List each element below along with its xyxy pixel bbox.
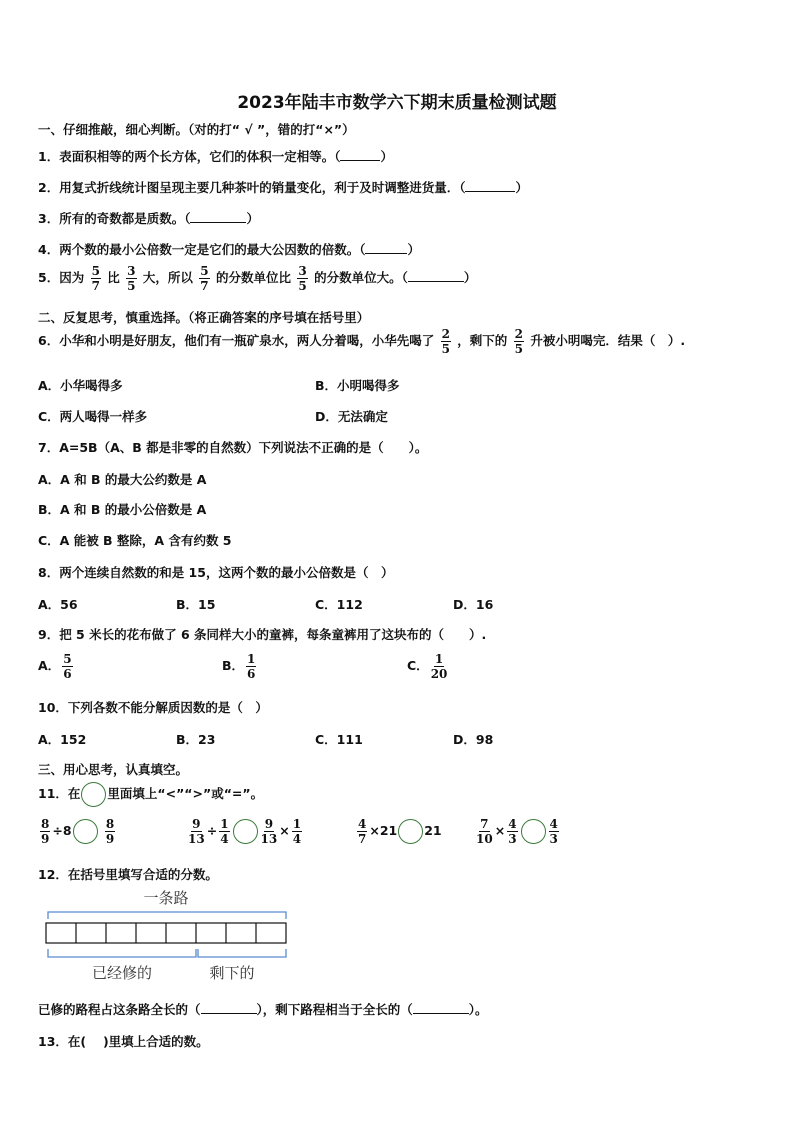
fraction: $\frac{5}{7}$	[91, 264, 100, 293]
question-1-text: 1．表面积相等的两个长方体，它们的体积一定相等。（	[38, 149, 341, 164]
answer-circle[interactable]	[521, 819, 546, 844]
section-2-heading: 二、反复思考，慎重选择。（将正确答案的序号填在括号里）	[38, 310, 370, 325]
option-b[interactable]: B． $\frac{1}{6}$	[222, 652, 256, 681]
answer-blank[interactable]	[413, 1001, 469, 1014]
fraction: $\frac{5}{6}$	[63, 652, 72, 681]
road-top-brace	[48, 912, 286, 919]
road-segment-ticks	[76, 923, 256, 943]
question-6: 6．小华和小明是好朋友，他们有一瓶矿泉水，两人分着喝，小华先喝了 $\frac{2}{5}$ ，剩下的 $\frac{2}{5}$ 升被小明喝完．结果（ ）.	[38, 327, 686, 356]
section-1-heading: 一、仔细推敲，细心判断。（对的打“ √ ”，错的打“×”）	[38, 122, 355, 137]
comparison-2: $\frac{9}{13}$ ÷ $\frac{1}{4}$ $\frac{9}{13}$ × $\frac{1}{4}$	[188, 817, 302, 846]
question-12: 12．在括号里填写合适的分数。	[38, 867, 218, 882]
page-title: 2023年陆丰市数学六下期末质量检测试题	[237, 93, 557, 113]
compare-circle-icon	[81, 782, 106, 807]
question-3: 3．所有的奇数都是质数。（ ）	[38, 211, 259, 226]
question-4: 4．两个数的最小公倍数一定是它们的最大公因数的倍数。（ ）	[38, 242, 420, 257]
answer-blank[interactable]	[340, 148, 380, 161]
option-b[interactable]: B．小明喝得多	[315, 378, 400, 393]
fraction: $\frac{2}{5}$	[514, 327, 524, 356]
road-label: 一条路	[143, 890, 189, 907]
option-d[interactable]: D．98	[453, 732, 494, 747]
option-c[interactable]: C．111	[315, 732, 363, 747]
repaired-label: 已经修的	[91, 965, 153, 982]
option-a[interactable]: A．小华喝得多	[38, 378, 123, 393]
comparison-4: $\frac{7}{10}$ × $\frac{4}{3}$ $\frac{4}{3}$	[476, 817, 558, 846]
option-c[interactable]: C． $\frac{1}{20}$	[407, 652, 448, 681]
option-a[interactable]: A．152	[38, 732, 87, 747]
question-1: 1．表面积相等的两个长方体，它们的体积一定相等。（ ）	[38, 149, 393, 164]
option-b[interactable]: B．A 和 B 的最小公倍数是 A	[38, 502, 207, 517]
question-8: 8．两个连续自然数的和是 15，这两个数的最小公倍数是（ ）	[38, 565, 394, 580]
option-a[interactable]: A． $\frac{5}{6}$	[38, 652, 72, 681]
remaining-label: 剩下的	[209, 965, 255, 982]
question-13: 13．在( )里填上合适的数。	[38, 1034, 209, 1049]
road-diagram-svg	[38, 885, 298, 985]
fraction: $\frac{1}{20}$	[430, 652, 448, 681]
fraction: $\frac{3}{5}$	[127, 264, 136, 293]
question-2-text: 2．用复式折线统计图呈现主要几种茶叶的销量变化，利于及时调整进货量．（	[38, 180, 466, 195]
option-c[interactable]: C．112	[315, 597, 363, 612]
question-7: 7．A=5B（A、B 都是非零的自然数）下列说法不正确的是（ ）。	[38, 440, 428, 455]
question-10: 10．下列各数不能分解质因数的是（ ）	[38, 700, 268, 715]
option-c[interactable]: C．两人喝得一样多	[38, 409, 148, 424]
fraction: $\frac{2}{5}$	[441, 327, 450, 356]
remaining-brace	[198, 949, 286, 957]
question-3-text: 3．所有的奇数都是质数。（	[38, 211, 191, 226]
repaired-brace	[48, 949, 196, 957]
option-b[interactable]: B．23	[176, 732, 216, 747]
answer-blank[interactable]	[408, 269, 464, 282]
option-c[interactable]: C．A 能被 B 整除，A 含有约数 5	[38, 533, 232, 548]
road-diagram	[38, 885, 298, 985]
answer-blank[interactable]	[365, 241, 407, 254]
option-a[interactable]: A．56	[38, 597, 78, 612]
answer-blank[interactable]	[190, 210, 246, 223]
question-5: 5．因为 $\frac{5}{7}$ 比 $\frac{3}{5}$ 大，所以 $\frac{5}{7}$ 的分数单位比 $\frac{3}{5}$ 的分数单位大。（ ）	[38, 264, 477, 293]
fraction: $\frac{1}{6}$	[247, 652, 256, 681]
question-12-ask: 已修的路程占这条路全长的（ ），剩下路程相当于全长的（ ）。	[38, 1002, 488, 1017]
fraction: $\frac{3}{5}$	[298, 264, 307, 293]
comparison-3: $\frac{4}{7}$ ×21 21	[358, 817, 442, 846]
question-2: 2．用复式折线统计图呈现主要几种茶叶的销量变化，利于及时调整进货量．（ ）	[38, 180, 528, 195]
question-4-text: 4．两个数的最小公倍数一定是它们的最大公因数的倍数。（	[38, 242, 366, 257]
section-3-heading: 三、用心思考，认真填空。	[38, 762, 189, 777]
answer-circle[interactable]	[233, 819, 258, 844]
fraction: $\frac{5}{7}$	[200, 264, 209, 293]
question-9: 9．把 5 米长的花布做了 6 条同样大小的童裤，每条童裤用了这块布的（ ）.	[38, 627, 487, 642]
comparison-1: $\frac{8}{9}$ ÷8 $\frac{8}{9}$	[41, 817, 115, 846]
answer-circle[interactable]	[73, 819, 98, 844]
option-b[interactable]: B．15	[176, 597, 216, 612]
answer-circle[interactable]	[398, 819, 423, 844]
answer-blank[interactable]	[201, 1001, 257, 1014]
option-a[interactable]: A．A 和 B 的最大公约数是 A	[38, 472, 207, 487]
option-d[interactable]: D．16	[453, 597, 494, 612]
option-d[interactable]: D．无法确定	[315, 409, 388, 424]
answer-blank[interactable]	[465, 179, 515, 192]
question-11: 11．在 里面填上“<”“>”或“=”。	[38, 782, 263, 807]
